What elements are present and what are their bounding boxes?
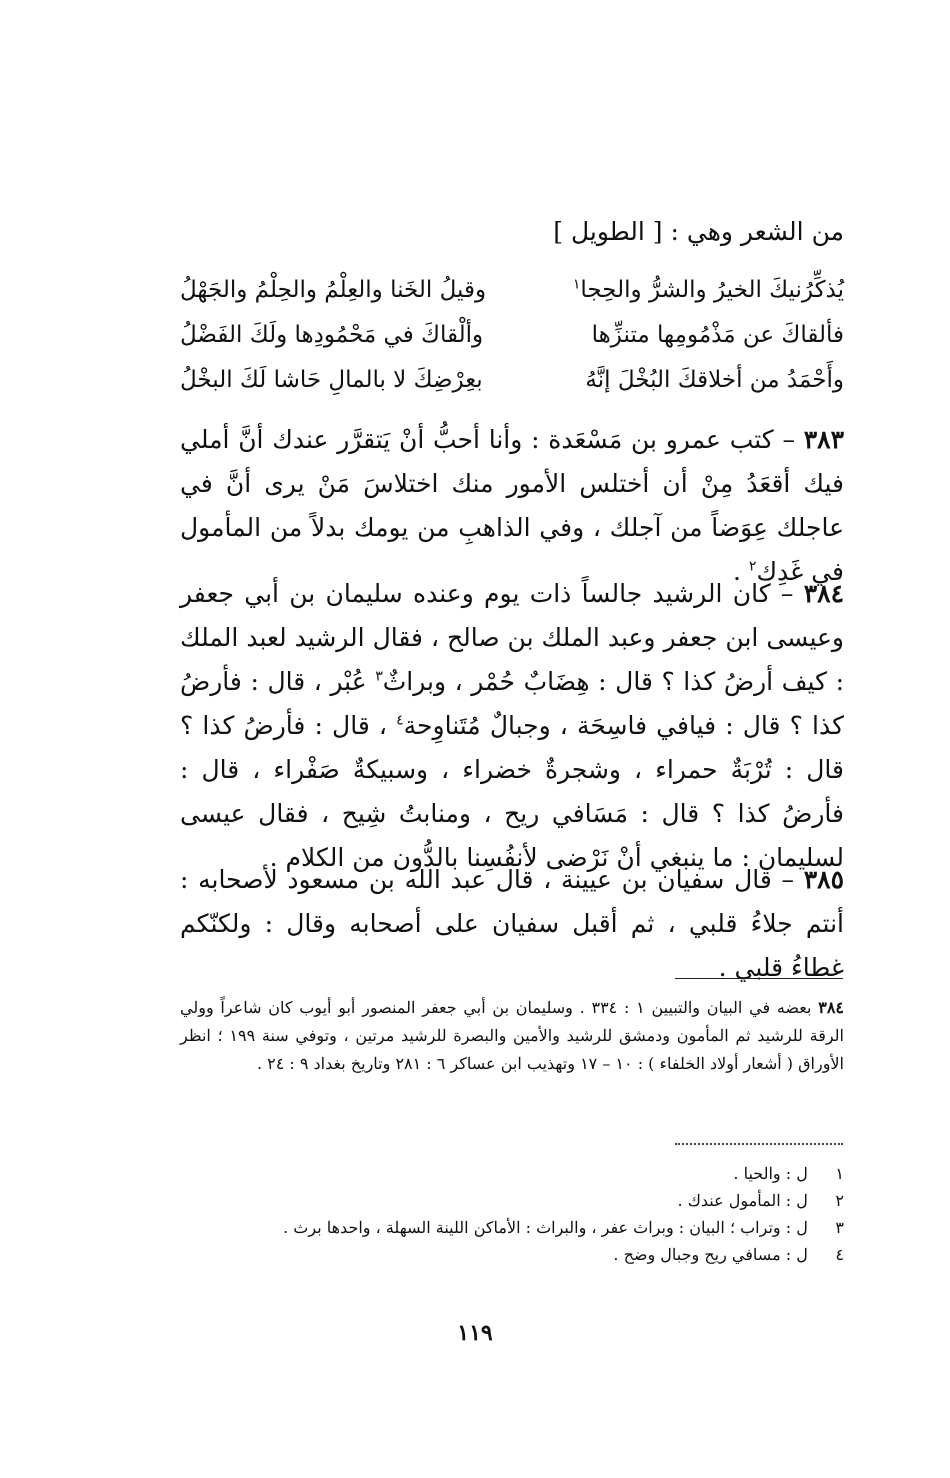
verse-2-second-hemistich: وألْقاكَ في مَحْمُودِها ولَكَ الفَضْلُ <box>180 322 484 348</box>
paragraph-dash: – <box>782 425 795 454</box>
source-note-text: بعضه في البيان والتبيين ١ : ٣٣٤ . وسليمان بن أبي جعفر المنصور أبو أيوب كان شاعراً وولي الرقة للرشيد ثم المأمون ودمشق للرشيد والأمين والبصرة للرشيد مرتين ، وتوفي سنة ١٩٩ ؛ انظر الأوراق ( أشعار أولاد الخلفاء ) : ١٠ – ١٧ وتهذيب ابن عساكر ٦ : ٢٨١ وتاريخ بغداد ٩ : ٢٤ . <box>180 998 844 1073</box>
footnotes-list <box>180 1160 844 1268</box>
paragraph-number-384: ٣٨٤ <box>803 579 845 608</box>
source-note-number: ٣٨٤ <box>818 998 845 1017</box>
verse-1 <box>180 268 844 313</box>
footnote-text: ل : المأمول عندك . <box>677 1191 808 1210</box>
footnote-text: ل : والحيا . <box>733 1164 808 1183</box>
footnote-4 <box>180 1241 844 1268</box>
poem <box>180 268 844 403</box>
footnote-2 <box>180 1187 844 1214</box>
verse-3-first-hemistich: وأَحْمَدُ من أخلاقكَ البُخْلَ إنَّهُ <box>585 367 844 393</box>
notes-separator-rule <box>675 978 843 979</box>
verse-2 <box>180 313 844 358</box>
verse-3-second-hemistich: بعِرْضِكَ لا بالمالِ حَاشا لَكَ البخْلُ <box>180 367 483 393</box>
footnote-marker-4: ٤ <box>396 712 404 729</box>
paragraph-384-text-2: عُبْر ، قال : فأرضُ كذا ؟ قال : فيافي فاسِحَة ، وجبالٌ مُتَناوِحة <box>180 667 845 740</box>
paragraph-385 <box>180 858 844 990</box>
paragraph-384-text-1: كان الرشيد جالساً ذات يوم وعنده سليمان بن أبي جعفر وعيسى ابن جعفر وعبد الملك بن صالح ، فقال الرشيد لعبد الملك : كيف أرضُ كذا ؟ قال : هِضَابٌ حُمْر ، وبراثٌ <box>180 579 845 696</box>
paragraph-383-text: كتب عمرو بن مَسْعَدة : وأنا أحبُّ أنْ يَتقرَّر عندك أنَّ أملي فيك أقعَدُ مِنْ أن أختلس الأمور منك اختلاسَ مَنْ يرى أنَّ في عاجلك عِوَضاً من آجلك ، وفي الذاهبِ من يومك بدلاً من المأمول في غَدِك <box>180 425 844 586</box>
paragraph-number-385: ٣٨٥ <box>803 865 845 894</box>
footnote-3 <box>180 1214 844 1241</box>
footnote-marker-1: ١ <box>572 276 581 293</box>
footnote-number: ٢ <box>835 1191 844 1210</box>
footnote-number: ٣ <box>835 1218 844 1237</box>
paragraph-384-text-3: ، قال : فأرضُ كذا ؟ قال : تُرْبَةٌ حمراء ، وشجرةٌ خضراء ، وسبيكةٌ صَفْراء ، قال : فأرضُ كذا ؟ قال : مَسَافي ريح ، ومنابتُ شِيح ، فقال عيسى لسليمان : ما ينبغي أنْ نَرْضى لأنفُسِنا بالدُّون من الكلام . <box>180 711 844 872</box>
paragraph-385-text: قال سفيان بن عيينة ، قال عبد الله بن مسعود لأصحابه : أنتم جلاءُ قلبي ، ثم أقبل سفيان على أصحابه وقال : ولكنّكم غطاءُ قلبي . <box>180 865 844 982</box>
paragraph-dash: – <box>781 865 795 894</box>
footnote-text: ل : وتراب ؛ البيان : وبراث عفر ، والبراث : الأماكن اللينة السهلة ، واحدها برث . <box>283 1218 808 1237</box>
footnote-number: ١ <box>835 1164 844 1183</box>
source-note <box>180 994 844 1078</box>
paragraph-dash: – <box>780 579 794 608</box>
footnote-1 <box>180 1160 844 1187</box>
paragraph-383 <box>180 418 844 594</box>
footnote-text: ل : مسافي ريح وجبال وضح . <box>613 1245 808 1264</box>
paragraph-384 <box>180 572 844 880</box>
footnote-marker-2: ٢ <box>748 558 757 575</box>
page-number: ١١٩ <box>457 1320 493 1346</box>
poem-intro: من الشعر وهي : [ الطويل ] <box>553 217 844 246</box>
footnotes-separator-rule <box>675 1143 843 1145</box>
footnote-marker-3: ٣ <box>375 668 383 685</box>
paragraph-number-383: ٣٨٣ <box>803 425 845 454</box>
verse-2-first-hemistich: فألقاكَ عن مَذْمُومِها متنزِّها <box>591 322 844 348</box>
verse-1-first-text: يُذكِّرُنيكَ الخيرُ والشرُّ والحِجا <box>580 277 844 303</box>
verse-1-second-hemistich: وقيلُ الخَنا والعِلْمُ والحِلْمُ والجَهْلُ <box>180 277 487 303</box>
paragraph-383-end: . <box>733 557 749 586</box>
verse-3 <box>180 358 844 403</box>
verse-1-first-hemistich <box>524 268 844 313</box>
footnote-number: ٤ <box>835 1245 844 1264</box>
